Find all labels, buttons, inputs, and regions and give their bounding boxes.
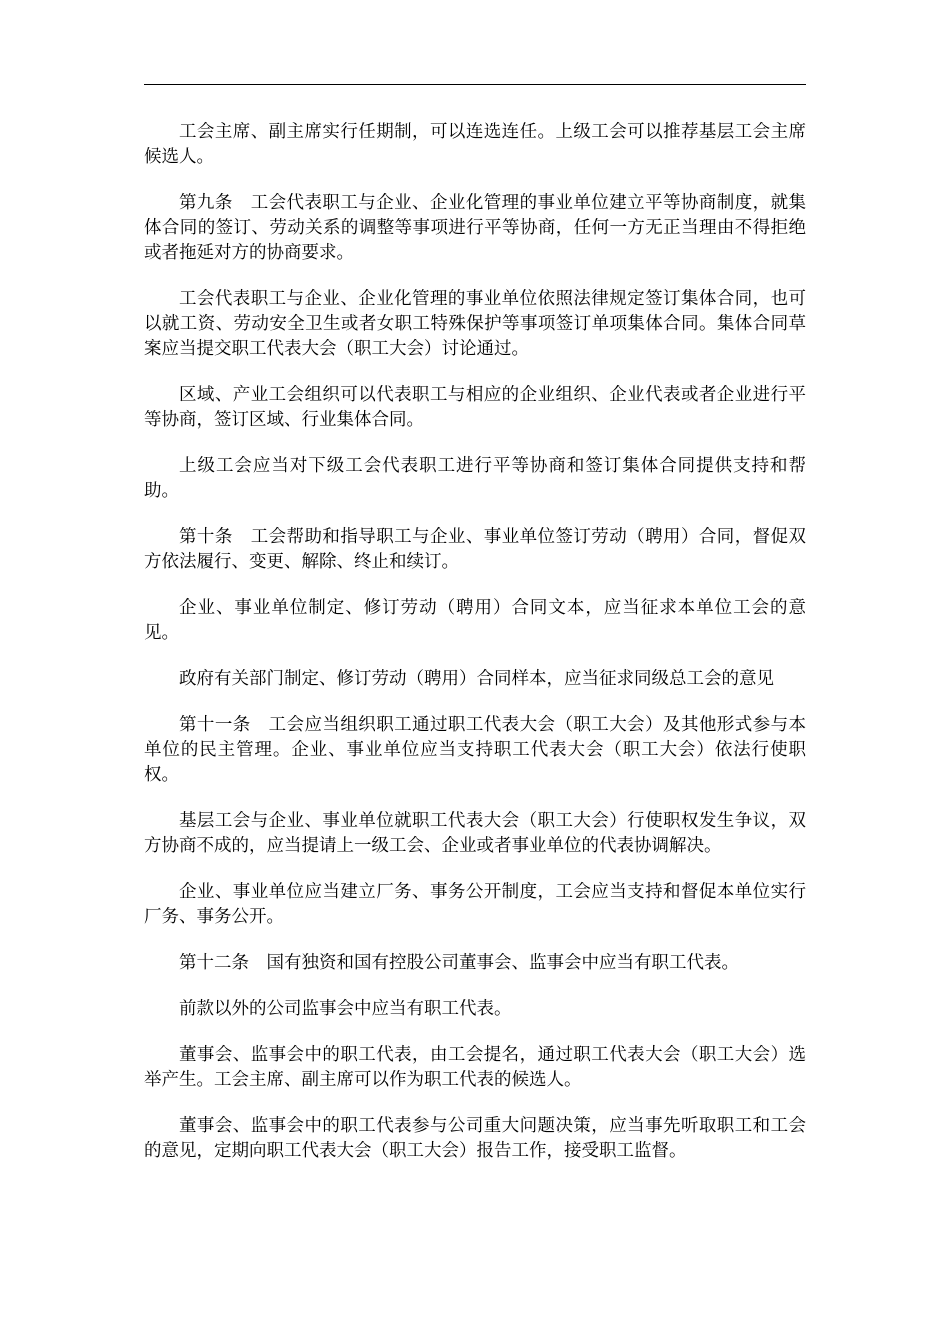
paragraph: 工会主席、副主席实行任期制，可以连选连任。上级工会可以推荐基层工会主席候选人。: [144, 122, 806, 167]
paragraph: 企业、事业单位制定、修订劳动（聘用）合同文本，应当征求本单位工会的意见。: [144, 598, 806, 643]
document-body: [144, 120, 806, 1185]
paragraph: 政府有关部门制定、修订劳动（聘用）合同样本，应当征求同级总工会的意见: [179, 669, 774, 689]
paragraph: 董事会、监事会中的职工代表参与公司重大问题决策，应当事先听取职工和工会的意见，定期向职工代表大会（职工大会）报告工作，接受职工监督。: [144, 1116, 806, 1161]
paragraph: 基层工会与企业、事业单位就职工代表大会（职工大会）行使职权发生争议，双方协商不成的，应当提请上一级工会、企业或者事业单位的代表协调解决。: [144, 811, 806, 856]
paragraph: 上级工会应当对下级工会代表职工进行平等协商和签订集体合同提供支持和帮助。: [144, 456, 806, 501]
paragraph: 董事会、监事会中的职工代表，由工会提名，通过职工代表大会（职工大会）选举产生。工会主席、副主席可以作为职工代表的候选人。: [144, 1045, 806, 1090]
paragraph-article-11: 第十一条 工会应当组织职工通过职工代表大会（职工大会）及其他形式参与本单位的民主管理。企业、事业单位应当支持职工代表大会（职工大会）依法行使职权。: [144, 715, 806, 785]
paragraph-article-10: 第十条 工会帮助和指导职工与企业、事业单位签订劳动（聘用）合同，督促双方依法履行、变更、解除、终止和续订。: [144, 527, 806, 572]
paragraph: 区域、产业工会组织可以代表职工与相应的企业组织、企业代表或者企业进行平等协商，签订区域、行业集体合同。: [144, 385, 806, 430]
paragraph-article-12: 第十二条 国有独资和国有控股公司董事会、监事会中应当有职工代表。: [179, 953, 739, 973]
paragraph-article-9: 第九条 工会代表职工与企业、企业化管理的事业单位建立平等协商制度，就集体合同的签订、劳动关系的调整等事项进行平等协商，任何一方无正当理由不得拒绝或者拖延对方的协商要求。: [144, 193, 806, 263]
paragraph: 工会代表职工与企业、企业化管理的事业单位依照法律规定签订集体合同，也可以就工资、劳动安全卫生或者女职工特殊保护等事项签订单项集体合同。集体合同草案应当提交职工代表大会（职工大会）讨论通过。: [144, 289, 806, 359]
paragraph: 企业、事业单位应当建立厂务、事务公开制度，工会应当支持和督促本单位实行厂务、事务公开。: [144, 882, 806, 927]
header-rule: [144, 84, 806, 85]
paragraph: 前款以外的公司监事会中应当有职工代表。: [179, 999, 512, 1019]
